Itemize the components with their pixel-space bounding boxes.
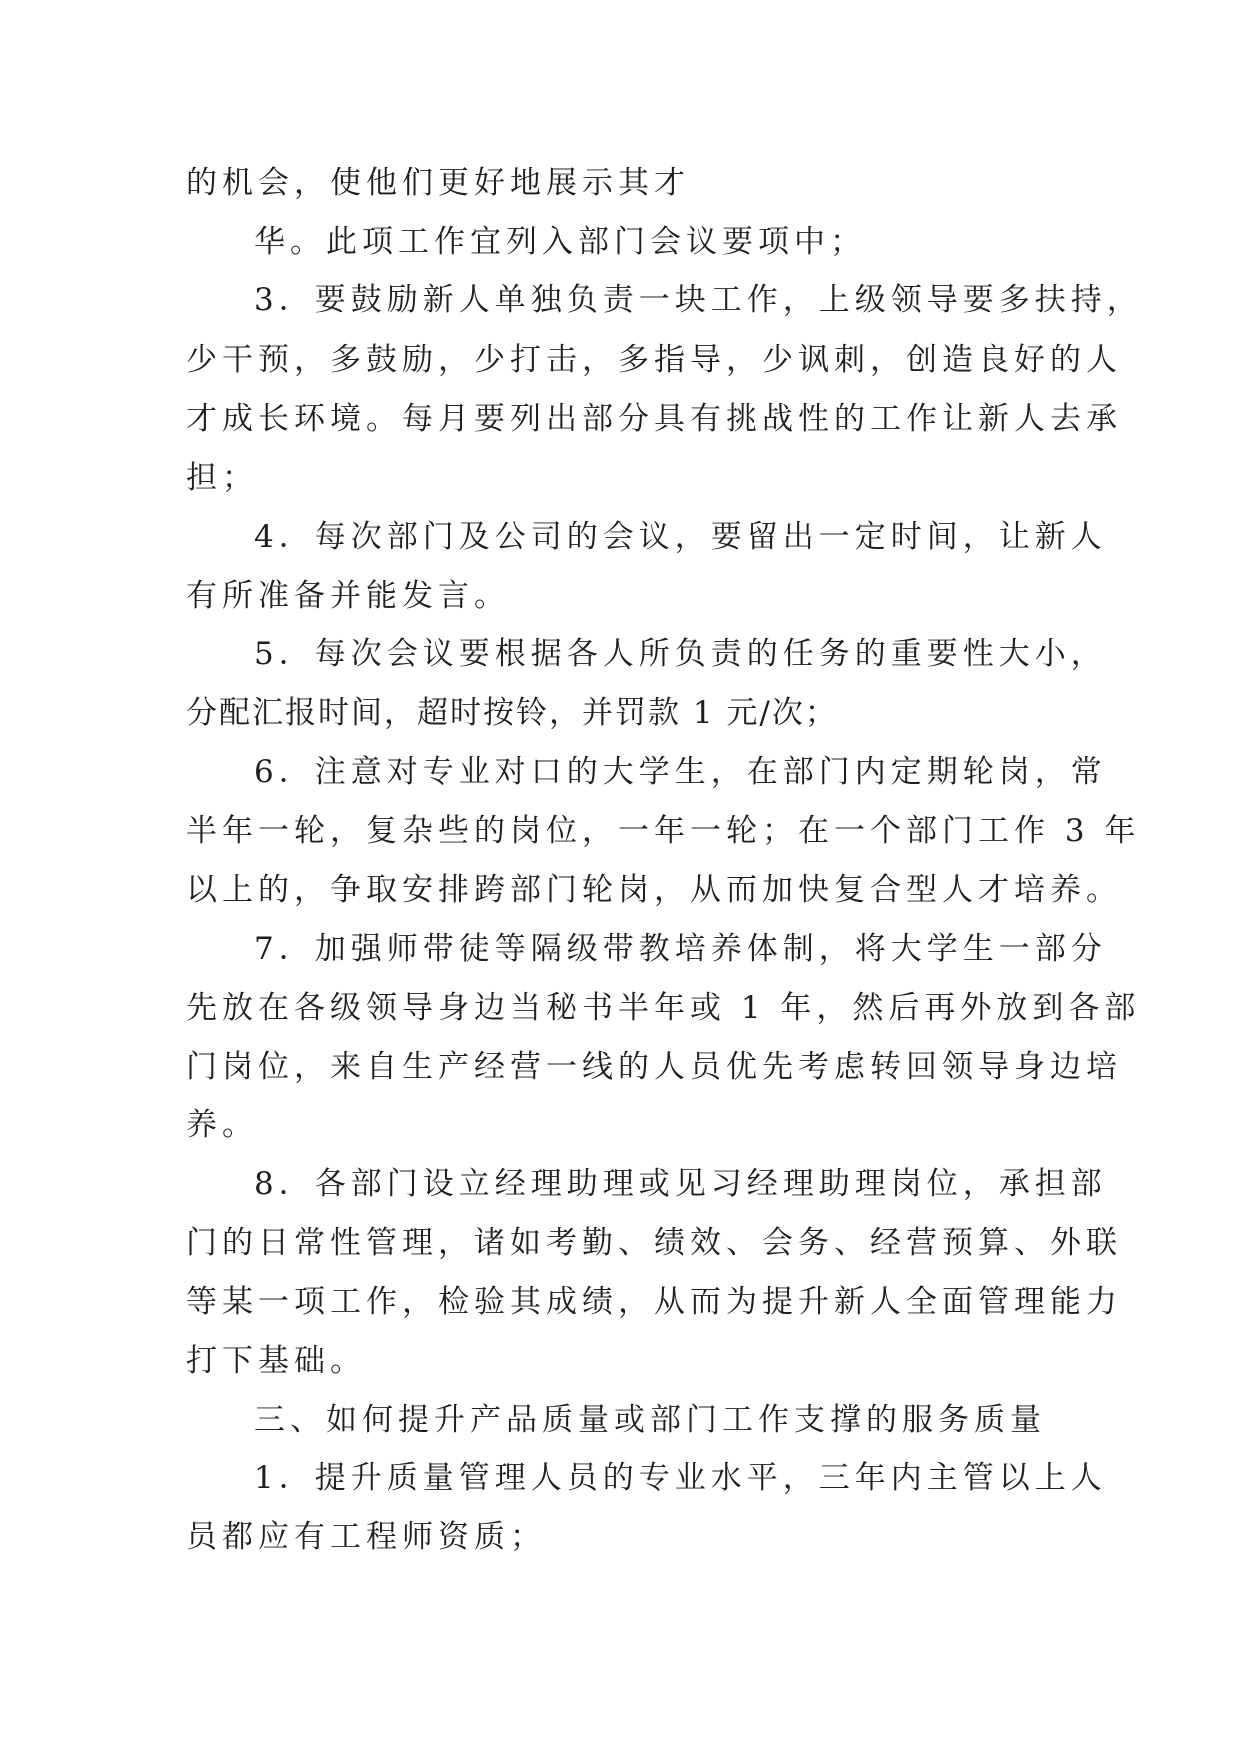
text-line: 7．加强师带徒等隔级带教培养体制，将大学生一部分 [254,931,1107,967]
text-line: 4．每次部门及公司的会议，要留出一定时间，让新人 [254,519,1107,555]
text-line: 有所准备并能发言。 [186,578,510,614]
text-line: 5．每次会议要根据各人所负责的任务的重要性大小， [254,636,1107,672]
text-line: 3．要鼓励新人单独负责一块工作，上级领导要多扶持， [254,282,1143,318]
text-line: 以上的，争取安排跨部门轮岗，从而加快复合型人才培养。 [186,872,1122,908]
section-heading: 三、如何提升产品质量或部门工作支撑的服务质量 [254,1402,1046,1438]
text-line: 1．提升质量管理人员的专业水平，三年内主管以上人 [254,1460,1107,1496]
text-line: 等某一项工作，检验其成绩，从而为提升新人全面管理能力 [186,1284,1122,1320]
text-line: 华。此项工作宜列入部门会议要项中； [254,224,866,260]
text-line: 分配汇报时间，超时按铃，并罚款 1 元/次； [186,695,838,731]
text-line: 的机会，使他们更好地展示其才 [186,165,690,201]
text-line: 先放在各级领导身边当秘书半年或 1 年，然后再外放到各部 [186,990,1141,1026]
text-line: 门岗位，来自生产经营一线的人员优先考虑转回领导身边培 [186,1049,1122,1085]
text-line: 员都应有工程师资质； [186,1519,546,1555]
text-line: 才成长环境。每月要列出部分具有挑战性的工作让新人去承 [186,401,1122,437]
text-line: 养。 [186,1107,258,1143]
text-line: 6．注意对专业对口的大学生，在部门内定期轮岗，常 [254,754,1107,790]
text-line: 少干预，多鼓励，少打击，多指导，少讽刺，创造良好的人 [186,342,1122,378]
text-line: 8．各部门设立经理助理或见习经理助理岗位，承担部 [254,1166,1107,1202]
text-line: 打下基础。 [186,1343,366,1379]
text-line: 半年一轮，复杂些的岗位，一年一轮；在一个部门工作 3 年 [186,813,1141,849]
text-line: 担； [186,460,258,496]
text-line: 门的日常性管理，诸如考勤、绩效、会务、经营预算、外联 [186,1225,1122,1261]
